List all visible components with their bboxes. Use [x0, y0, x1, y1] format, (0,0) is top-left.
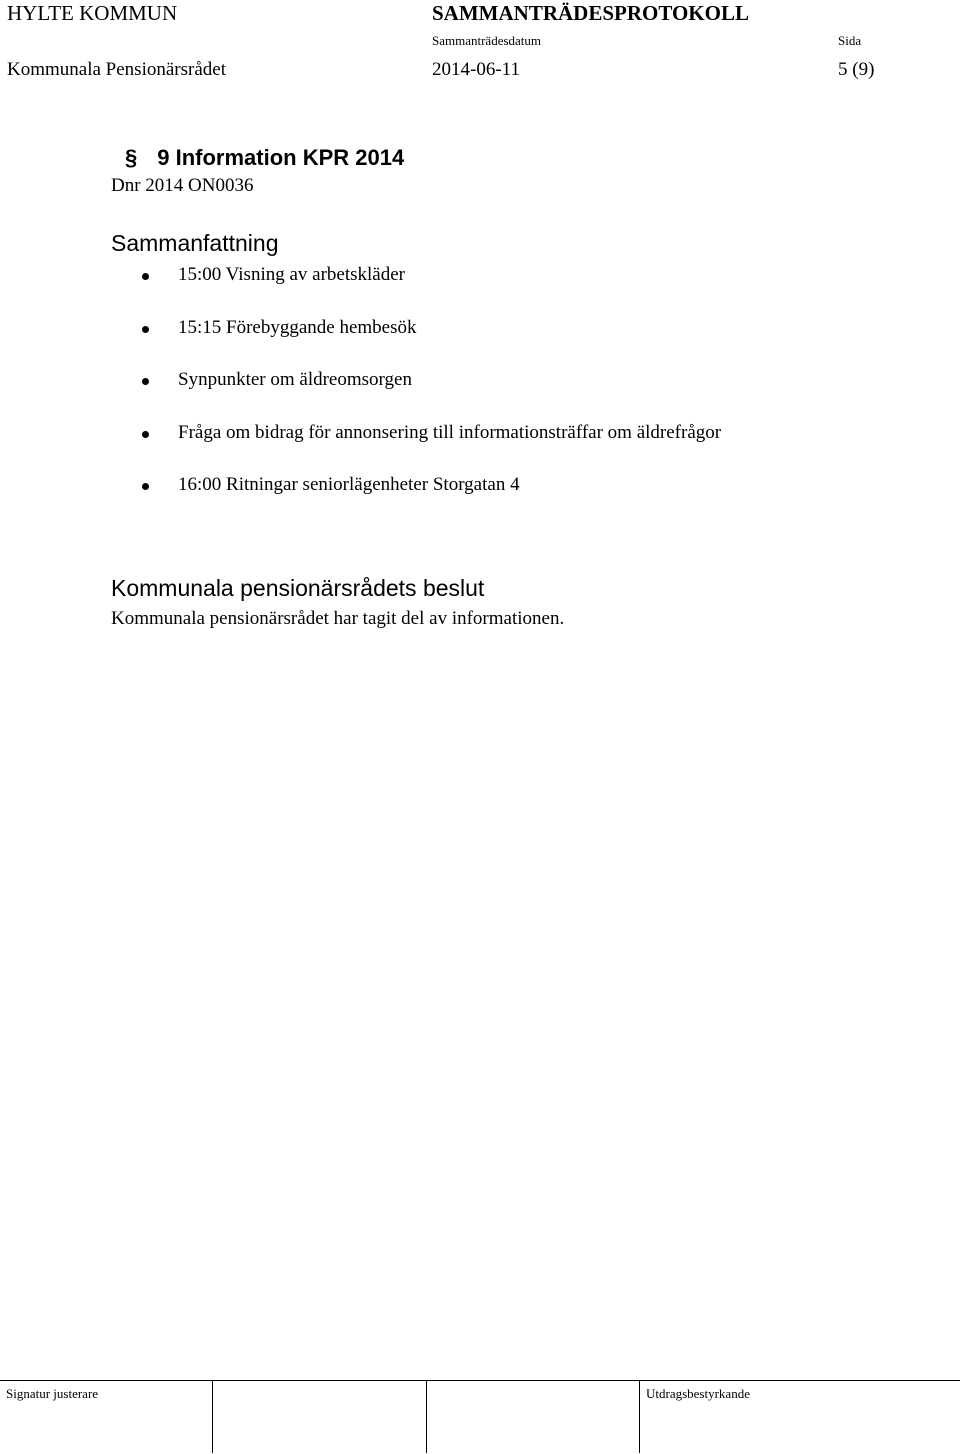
list-item-text: Synpunkter om äldreomsorgen: [178, 369, 412, 390]
signature-cell: [426, 1381, 640, 1453]
decision-text: Kommunala pensionärsrådet har tagit del av informationen.: [111, 608, 565, 629]
signature-cell: [212, 1381, 426, 1453]
extract-label: Utdragsbestyrkande: [646, 1386, 750, 1401]
signature-label: Signatur justerare: [6, 1386, 99, 1401]
list-item-text: 15:00 Visning av arbetskläder: [178, 264, 405, 285]
meeting-date: 2014-06-11: [432, 59, 520, 80]
summary-heading: Sammanfattning: [111, 230, 279, 256]
list-item: [140, 422, 721, 475]
body-name: Kommunala Pensionärsrådet: [7, 59, 226, 80]
list-item-text: 16:00 Ritningar seniorlägenheter Storgatan 4: [178, 474, 520, 495]
list-item: [140, 264, 721, 317]
section-title: 9 Information KPR 2014: [157, 145, 405, 170]
signature-table: [0, 1380, 960, 1453]
list-item-text: 15:15 Förebyggande hembesök: [178, 316, 417, 338]
list-item: [140, 474, 721, 527]
diary-number: Dnr 2014 ON0036: [111, 175, 254, 196]
page-number: 5 (9): [838, 59, 875, 80]
bullet-icon: [142, 326, 149, 333]
list-item-text: Fråga om bidrag för annonsering till informationsträffar om äldrefrågor: [178, 421, 722, 443]
bullet-icon: [142, 273, 149, 280]
signature-cell: [0, 1381, 212, 1453]
document-type: SAMMANTRÄDESPROTOKOLL: [432, 1, 749, 25]
bullet-icon: [142, 483, 149, 490]
decision-heading: Kommunala pensionärsrådets beslut: [111, 575, 485, 601]
list-item: [140, 369, 721, 422]
list-item: [140, 317, 721, 370]
paragraph-symbol: §: [125, 145, 138, 170]
organization-name: HYLTE KOMMUN: [7, 1, 178, 25]
bullet-icon: [142, 431, 149, 438]
summary-list: [140, 264, 721, 527]
extract-cell: [639, 1381, 960, 1453]
date-label: Sammanträdesdatum: [432, 33, 542, 48]
section-heading: [125, 145, 404, 171]
bullet-icon: [142, 378, 149, 385]
page-label: Sida: [838, 33, 862, 48]
